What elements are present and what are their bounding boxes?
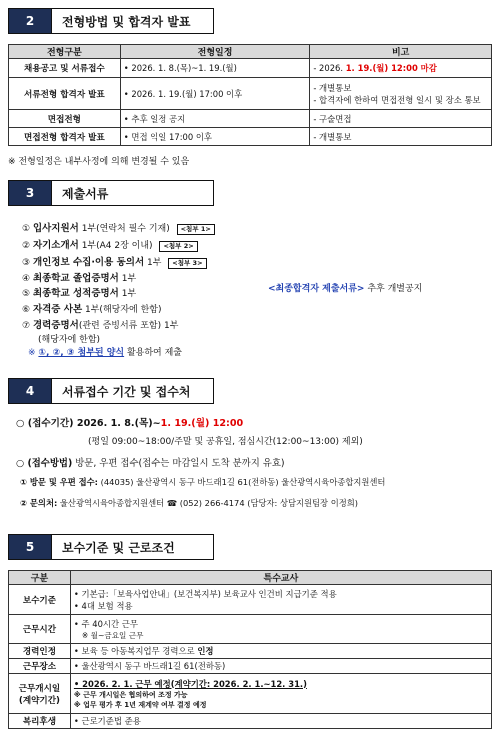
period-label: ○ (접수기간) [16, 418, 74, 429]
section-4-header [8, 378, 214, 404]
row-label [9, 674, 71, 714]
row-label: 근무시간 [9, 615, 71, 644]
row-label-line: (계약기간) [18, 695, 60, 706]
note-text: - 구술면접 [313, 113, 352, 124]
table-row [9, 615, 492, 644]
item-number: ③ [22, 258, 31, 268]
final-docs-label: <최종합격자 제출서류> [268, 284, 365, 294]
item-detail: 1부 [118, 289, 137, 299]
table-row [9, 585, 492, 615]
col-header: 비고 [310, 45, 492, 59]
start-date-text: • 2026. 2. 1. 근무 예정(계약기간: 2026. 2. 1.~12. 31.) [74, 678, 488, 690]
schedule-text: • 면접 익일 17:00 이후 [124, 132, 212, 142]
list-item [22, 317, 178, 331]
attachment-badge: <첨부 1> [177, 224, 215, 235]
schedule-footnote: ※ 전형일정은 내부사정에 의해 변경될 수 있음 [8, 157, 190, 167]
period-deadline: 1. 19.(월) 12:00 [160, 418, 244, 429]
attachment-badge: <첨부 3> [168, 258, 206, 269]
row-label: 면접전형 [9, 110, 121, 128]
final-docs-note [268, 281, 422, 294]
attachment-link[interactable]: ①, ②, ③ 첨부된 양식 [38, 348, 125, 358]
item-title: 입사지원서 [32, 223, 79, 234]
contact-line [20, 497, 358, 509]
item-title: 최종학교 졸업증명서 [32, 273, 119, 284]
section-title: 보수기준 및 근로조건 [52, 534, 214, 560]
item-title: 개인정보 수집·이용 동의서 [32, 257, 145, 268]
period-hours: (평일 09:00~18:00/주말 및 공휴일, 점심시간(12:00~13:00) 제외) [88, 437, 363, 447]
table-row [9, 659, 492, 674]
period-line [16, 415, 243, 429]
item-title: 자격증 사본 [32, 304, 83, 315]
item-title: 최종학교 성적증명서 [32, 288, 119, 299]
item-number: ① [22, 224, 31, 234]
item-number: ⑦ [22, 321, 31, 331]
item-detail: 1부(A4 2장 이내) [78, 241, 153, 251]
row-label: 면접전형 합격자 발표 [9, 128, 121, 146]
item-title: 자기소개서 [32, 240, 79, 251]
section-5-header [8, 534, 214, 560]
section-2-header [8, 8, 214, 34]
row-label: 보수기준 [9, 585, 71, 615]
method-line [16, 455, 285, 469]
col-header: 전형일정 [120, 45, 310, 59]
row-label: 복리후생 [9, 714, 71, 729]
item-number: ② [22, 241, 31, 251]
col-header: 특수교사 [70, 571, 491, 585]
note-text: - 개별통보 [313, 131, 352, 142]
list-item [22, 220, 215, 235]
note-text: - 개별통보 [313, 82, 352, 93]
col-header: 구분 [9, 571, 71, 585]
item-detail: 1부(연락처 필수 기재) [78, 224, 170, 234]
row-label-line: 근무개시일 [18, 683, 61, 694]
row-label: 서류전형 합격자 발표 [9, 78, 121, 110]
attachment-badge: <첨부 2> [159, 241, 197, 252]
item-detail: 1부(해당자에 한함) [82, 305, 162, 315]
section-3-header [8, 180, 214, 206]
address-text: (44035) 울산광역시 동구 바드래1길 61(전하동) 울산광역시육아종합지원센터 [98, 477, 386, 487]
item-number: ④ [22, 274, 31, 284]
note-text: 활용하여 제출 [124, 348, 182, 358]
section-title: 제출서류 [52, 180, 214, 206]
address-label: ① 방문 및 우편 접수: [20, 477, 99, 487]
attachment-note [28, 345, 182, 358]
career-text: • 보육 등 아동복지업무 경력으로 [74, 646, 197, 656]
start-note: ※ 근무 개시일은 협의하여 조정 가능 [73, 690, 188, 699]
row-label: 경력인정 [9, 644, 71, 659]
item-detail: 1부 [118, 274, 137, 284]
method-label: ○ (접수방법) [16, 458, 73, 469]
list-item [22, 285, 136, 299]
section-number: 2 [8, 8, 52, 34]
schedule-text: • 2026. 1. 8.(목)~1. 19.(월) [124, 63, 237, 73]
period-date: 2026. 1. 8.(목)~ [73, 418, 161, 429]
note-mark: ※ [28, 348, 39, 358]
selection-schedule-table [8, 44, 492, 146]
list-item [22, 237, 198, 252]
pay-standard: • 기본급:「보육사업안내」(보건복지부) 보육교사 인건비 지급기준 적용 [74, 588, 488, 600]
weekday-note: ※ 월~금요일 근무 [81, 630, 144, 640]
section-number: 3 [8, 180, 52, 206]
list-item [22, 254, 207, 269]
insurance-text: • 4대 보험 적용 [74, 600, 488, 612]
contract-note: ※ 업무 평가 후 1년 재계약 여부 결정 예정 [73, 700, 207, 709]
list-item [22, 270, 136, 284]
table-row [9, 714, 492, 729]
table-row [9, 644, 492, 659]
workplace-text: • 울산광역시 동구 바드래1길 61(전하동) [74, 661, 225, 671]
career-bold: 인정 [197, 646, 214, 656]
section-title: 전형방법 및 합격자 발표 [52, 8, 214, 34]
table-row [9, 78, 492, 110]
table-row [9, 59, 492, 78]
deadline-text: 1. 19.(월) 12:00 마감 [345, 63, 437, 73]
section-number: 5 [8, 534, 52, 560]
final-docs-text: 추후 개별공지 [364, 284, 423, 294]
table-row [9, 110, 492, 128]
schedule-text: • 2026. 1. 19.(월) 17:00 이후 [124, 89, 242, 99]
contact-text: 울산광역시육아종합지원센터 ☎ (052) 266-4174 (담당자: 상담지원팀장 이정희) [57, 498, 358, 508]
note-text: - 합격자에 한하여 면접전형 일시 및 장소 통보 [313, 94, 481, 105]
item-sub-note: (해당자에 한함) [38, 335, 101, 345]
contact-label: ② 문의처: [20, 498, 58, 508]
working-conditions-table [8, 570, 492, 729]
item-number: ⑤ [22, 289, 31, 299]
list-item [22, 301, 162, 315]
item-number: ⑥ [22, 305, 31, 315]
schedule-text: • 추후 일정 공지 [124, 114, 185, 124]
item-title: 경력증명서 [32, 320, 79, 331]
table-row [9, 128, 492, 146]
note-text: - 2026. [313, 63, 346, 73]
welfare-text: • 근로기준법 준용 [74, 716, 141, 726]
section-title: 서류접수 기간 및 접수처 [52, 378, 214, 404]
row-label: 근무장소 [9, 659, 71, 674]
item-detail: (관련 증빙서류 포함) 1부 [78, 321, 179, 331]
item-detail: 1부 [144, 258, 162, 268]
col-header: 전형구분 [9, 45, 121, 59]
hours-text: • 주 40시간 근무 [74, 618, 488, 630]
section-number: 4 [8, 378, 52, 404]
table-row [9, 674, 492, 714]
address-line [20, 476, 385, 488]
method-text: 방문, 우편 접수(접수는 마감일시 도착 분까지 유효) [72, 458, 285, 469]
row-label: 채용공고 및 서류접수 [9, 59, 121, 78]
